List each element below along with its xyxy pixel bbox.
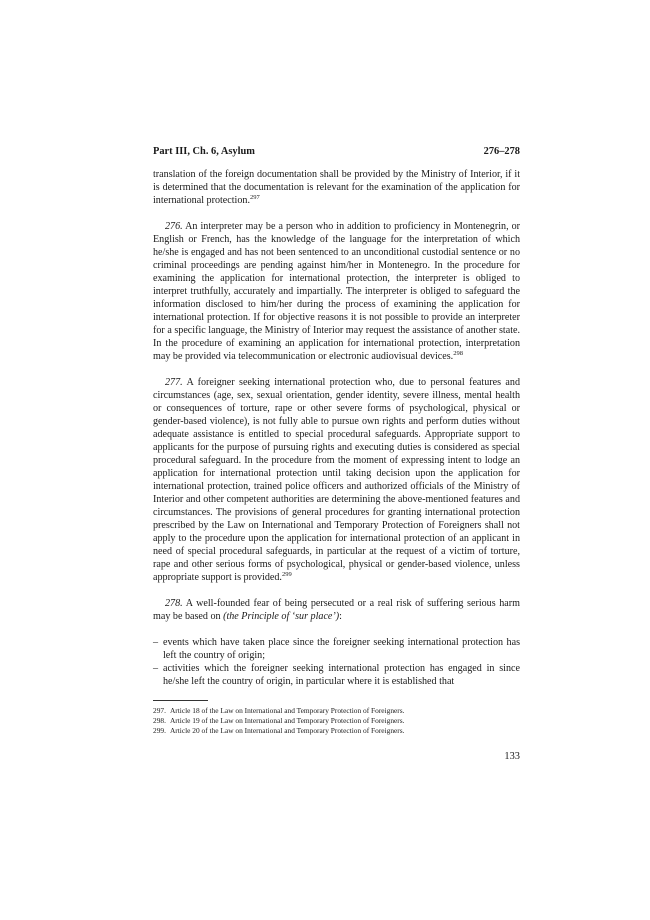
- footnote-number: 299.: [153, 725, 166, 735]
- main-text: [153, 168, 520, 688]
- footnote-ref: 299: [281, 571, 292, 578]
- header-paragraph-range: 276–278: [483, 146, 520, 157]
- footnote-divider: [153, 700, 208, 701]
- paragraph-276: [153, 220, 520, 363]
- principle-italic: (the Principle of ‘sur place’): [223, 611, 340, 622]
- footnote-ref: 297: [249, 194, 260, 201]
- list-item: – events which have taken place since the foreigner seeking international protection has left the country of origin;: [153, 636, 520, 662]
- paragraph-number: 277.: [165, 377, 183, 388]
- footnote-ref: 298: [453, 350, 463, 357]
- footnotes: [153, 706, 520, 735]
- intro-paragraph: [153, 168, 520, 207]
- intro-text: translation of the foreign documentation shall be provided by the Ministry of Interior, if it is determined that the documentation is relevant for the examination of the application for international protection.: [153, 169, 520, 206]
- header-chapter-title: Part III, Ch. 6, Asylum: [153, 146, 255, 157]
- paragraph-number: 278.: [165, 598, 183, 609]
- footnote-number: 298.: [153, 715, 166, 725]
- paragraph-number: 276.: [165, 221, 183, 232]
- paragraph-text: An interpreter may be a person who in addition to proficiency in Montenegrin, or English or French, has the knowledge of the language for the interpretation of which he/she is engaged and has not been sentenced to an unconditional custodial sentence or no criminal proceedings are pending against him/her in Montenegro. In the procedure for examining the application for international protection, the interpreter is obliged to interpret truthfully, accurately and impartially. The interpreter is obliged to safeguard the information disclosed to him/her during the process of examining the application for international protection. If for objective reasons it is not possible to provide an interpreter for a specific language, the Ministry of Interior may request the assistance of another state. In the procedure of examining an application for international protection, interpretation may be provided via telecommunication or electronic audiovisual devices.: [153, 221, 521, 362]
- dash-list: [153, 636, 520, 688]
- paragraph-278: [153, 597, 520, 623]
- footnote: [153, 726, 520, 736]
- page-number: 133: [504, 751, 520, 762]
- paragraph-text: A well-founded fear of being persecuted or a real risk of suffering serious harm may be based on: [153, 598, 520, 622]
- paragraph-text: A foreigner seeking international protection who, due to personal features and circumstances (age, sex, sexual orientation, gender identity, severe illness, mental health or consequences of torture, rape or other severe forms of psychological, physical or gender-based violence), is not fully able to pursue own rights and perform duties without adequate assistance is entitled to special procedural safeguards. Appropriate support to applicants for the purpose of pursuing rights and executing duties is considered as special procedural safeguard. In the procedure from the moment of expressing intent to lodge an application for international protection until taking decision upon the application for international protection, trained police officers and authorized officials of the Ministry of Interior and other competent authorities are determining the above-mentioned features and circumstances. The provisions of general procedures for granting international protection prescribed by the Law on International and Temporary Protection of Foreigners shall not apply to the procedure upon the application for international protection of an applicant in need of special procedural safeguards, in particular at the request of a victim of torture, rape and other serious forms of psychological, physical or gender-based violence, unless appropriate support is provided.: [153, 377, 521, 583]
- list-item: – activities which the foreigner seeking international protection has engaged in since he/she left the country of origin, in particular where it is established that: [153, 662, 520, 688]
- paragraph-colon: :: [339, 611, 342, 622]
- footnote: [153, 706, 520, 716]
- paragraph-277: [153, 376, 520, 584]
- footnote-number: 297.: [153, 706, 166, 715]
- footnote-text: Article 18 of the Law on International and Temporary Protection of Foreigners.: [169, 706, 405, 715]
- footnote: [153, 716, 520, 726]
- footnote-text: Article 20 of the Law on International and Temporary Protection of Foreigners.: [169, 725, 405, 735]
- footnote-text: Article 19 of the Law on International and Temporary Protection of Foreigners.: [169, 715, 405, 725]
